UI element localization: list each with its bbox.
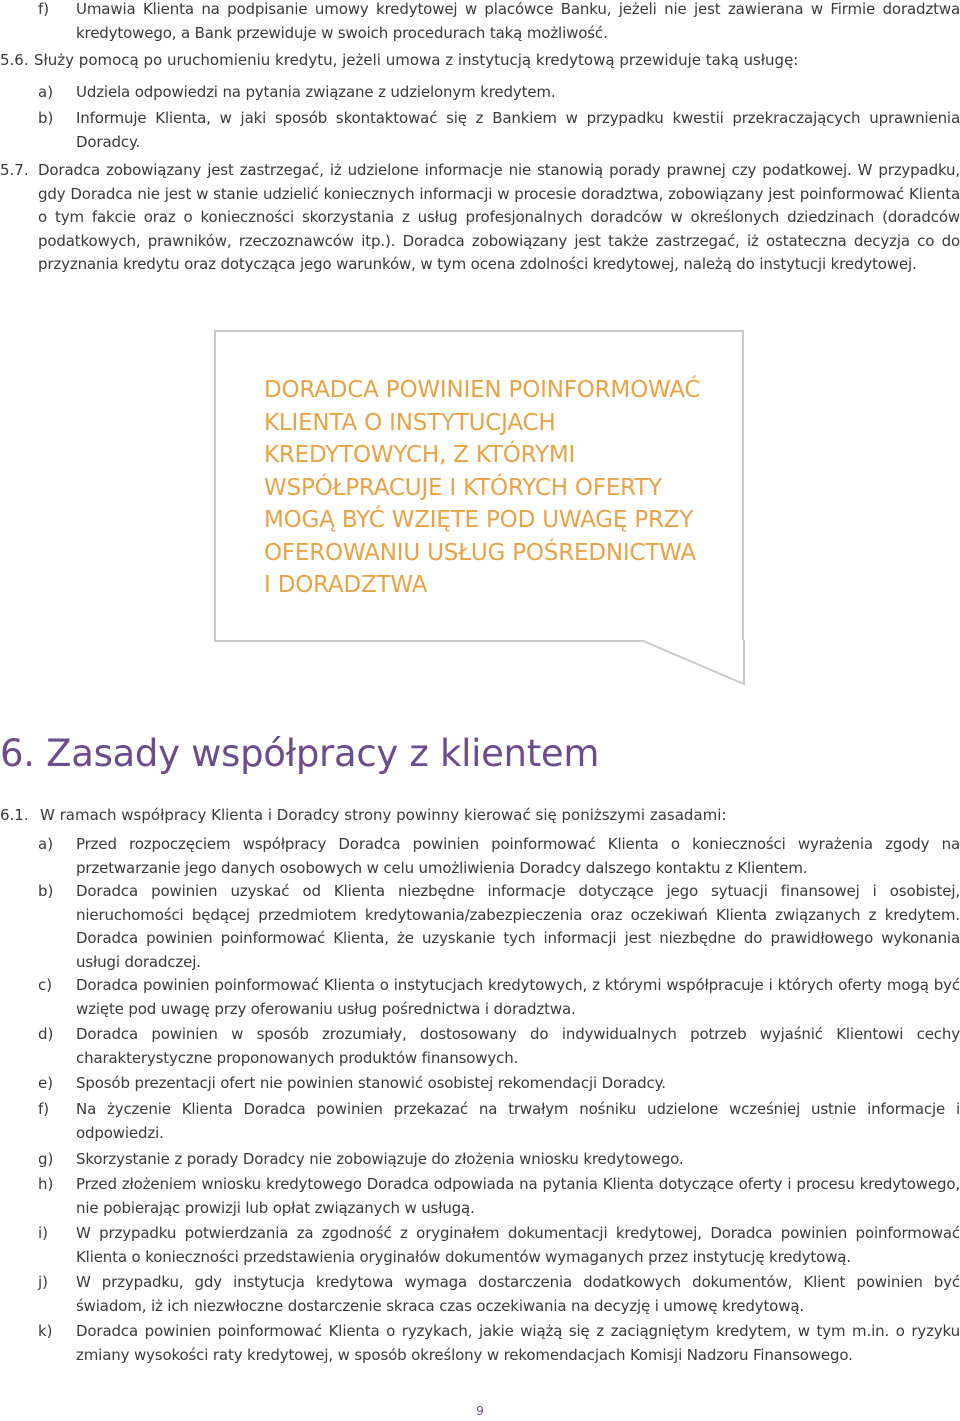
list-text: Doradca powinien poinformować Klienta o instytucjach kredytowych, z którymi współpracuje i których oferty mogą być wzięte pod uwagę przy oferowaniu usług pośrednictwa i doradztwa.	[76, 976, 960, 1018]
list-label: f)	[38, 1100, 50, 1118]
list-text: Przed złożeniem wniosku kredytowego Doradca odpowiada na pytania Klienta dotyczące oferty i procesu kredytowego, nie pobierając prowizji lub opłat związanych w usługą.	[76, 1175, 960, 1217]
callout-tail-icon	[640, 638, 750, 688]
section-number: 6.1.	[0, 806, 29, 824]
list-text: W przypadku, gdy instytucja kredytowa wymaga dostarczenia dodatkowych dokumentów, Klient powinien być świadom, iż ich niezwłoczne dostarczenie skraca czas oczekiwania na decyzję i umowę kredytową.	[76, 1273, 960, 1315]
section-number: 5.7.	[0, 161, 29, 179]
list-item-6-1-b	[38, 880, 960, 974]
callout-line: KLIENTA O INSTYTUCJACH	[264, 409, 556, 436]
list-item-6-1-j	[38, 1271, 960, 1318]
section-text: Służy pomocą po uruchomieniu kredytu, jeżeli umowa z instytucją kredytową przewiduje taką usługę:	[34, 51, 799, 69]
list-item-5-6-b	[38, 107, 960, 154]
list-text: Skorzystanie z porady Doradcy nie zobowiązuje do złożenia wniosku kredytowego.	[76, 1150, 684, 1168]
list-item-6-1-a	[38, 833, 960, 880]
section-text: W ramach współpracy Klienta i Doradcy strony powinny kierować się poniższymi zasadami:	[40, 806, 727, 824]
list-label: h)	[38, 1175, 54, 1193]
list-item-f-top	[38, 0, 960, 45]
list-text: Umawia Klienta na podpisanie umowy kredytowej w placówce Banku, jeżeli nie jest zawierana w Firmie doradztwa kredytowego, a Bank przewiduje w swoich procedurach taką możliwość.	[76, 0, 960, 42]
list-label: j)	[38, 1273, 49, 1291]
list-item-6-1-h	[38, 1173, 960, 1220]
list-text: Przed rozpoczęciem współpracy Doradca powinien poinformować Klienta o konieczności wyrażenia zgody na przetwarzanie jego danych osobowych w celu umożliwienia Doradcy dalszego kontaktu z Klientem.	[76, 835, 960, 877]
list-item-6-1-c	[38, 974, 960, 1021]
list-label: g)	[38, 1150, 54, 1168]
list-item-6-1-g	[38, 1148, 960, 1172]
list-label: b)	[38, 109, 54, 127]
callout-line: KREDYTOWYCH, Z KTÓRYMI	[264, 442, 576, 468]
callout-line: OFEROWANIU USŁUG POŚREDNICTWA	[264, 539, 696, 566]
list-label: e)	[38, 1074, 54, 1092]
list-label: d)	[38, 1025, 54, 1043]
list-text: Doradca powinien w sposób zrozumiały, dostosowany do indywidualnych potrzeb wyjaśnić Klientowi cechy charakterystyczne proponowanych produktów finansowych.	[76, 1025, 960, 1067]
list-item-5-6-a	[38, 81, 960, 105]
list-text: W przypadku potwierdzania za zgodność z oryginałem dokumentacji kredytowej, Doradca powinien poinformować Klienta o konieczności przedstawienia oryginałów dokumentów wymaganych przez instytucję kredytową.	[76, 1224, 960, 1266]
list-text: Udziela odpowiedzi na pytania związane z udzielonym kredytem.	[76, 83, 556, 101]
list-label: a)	[38, 835, 54, 853]
section-number: 5.6.	[0, 51, 29, 69]
list-text: Na życzenie Klienta Doradca powinien przekazać na trwałym nośniku udzielone wcześniej ustnie informacje i odpowiedzi.	[76, 1100, 960, 1142]
callout-line: I DORADZTWA	[264, 572, 428, 598]
list-label: b)	[38, 882, 54, 900]
list-text: Doradca powinien uzyskać od Klienta niezbędne informacje dotyczące jego sytuacji finansowej i osobistej, nieruchomości będącej przedmiotem kredytowania/zabezpieczenia oraz oczekiwań Klienta związanych z kredytem. Doradca powinien poinformować Klienta, że uzyskanie tych informacji jest niezbędne do prawidłowego wykonania usługi doradczej.	[76, 882, 960, 971]
callout-line: WSPÓŁPRACUJE I KTÓRYCH OFERTY	[264, 474, 662, 501]
list-label: i)	[38, 1224, 49, 1242]
list-text: Informuje Klienta, w jaki sposób skontaktować się z Bankiem w przypadku kwestii przekraczających uprawnienia Doradcy.	[76, 109, 960, 151]
list-item-6-1-d	[38, 1023, 960, 1070]
list-text: Sposób prezentacji ofert nie powinien stanowić osobistej rekomendacji Doradcy.	[76, 1074, 666, 1092]
callout-line: DORADCA POWINIEN POINFORMOWAĆ	[264, 377, 701, 403]
section-5-6	[0, 49, 960, 73]
list-item-6-1-k	[38, 1320, 960, 1367]
section-heading: 6. Zasady współpracy z klientem	[0, 732, 600, 775]
list-item-6-1-f	[38, 1098, 960, 1145]
list-item-6-1-i	[38, 1222, 960, 1269]
section-6-1	[0, 804, 960, 828]
callout-text	[264, 374, 704, 602]
callout-line: MOGĄ BYĆ WZIĘTE POD UWAGĘ PRZY	[264, 507, 694, 533]
list-label: f)	[38, 0, 50, 18]
page-number: 9	[476, 1404, 484, 1418]
section-5-7	[0, 159, 960, 277]
list-text: Doradca powinien poinformować Klienta o ryzykach, jakie wiążą się z zaciągniętym kredytem, w tym m.in. o ryzyku zmiany wysokości raty kredytowej, w sposób określony w rekomendacjach Komisji Nadzoru Finansowego.	[76, 1322, 960, 1364]
list-item-6-1-e	[38, 1072, 960, 1096]
list-label: k)	[38, 1322, 53, 1340]
list-label: a)	[38, 83, 54, 101]
list-label: c)	[38, 976, 53, 994]
section-text: Doradca zobowiązany jest zastrzegać, iż udzielone informacje nie stanowią porady prawnej czy podatkowej. W przypadku, gdy Doradca nie jest w stanie udzielić koniecznych informacji w procesie doradztwa, zobowiązany jest poinformować Klienta o tym fakcie oraz o konieczności skorzystania z usług profesjonalnych doradców w określonych dziedzinach (doradców podatkowych, prawników, rzeczoznawców itp.). Doradca zobowiązany jest także zastrzegać, iż ostateczna decyzja co do przyznania kredytu oraz dotycząca jego warunków, w tym ocena zdolności kredytowej, należą do instytucji kredytowej.	[38, 161, 960, 273]
